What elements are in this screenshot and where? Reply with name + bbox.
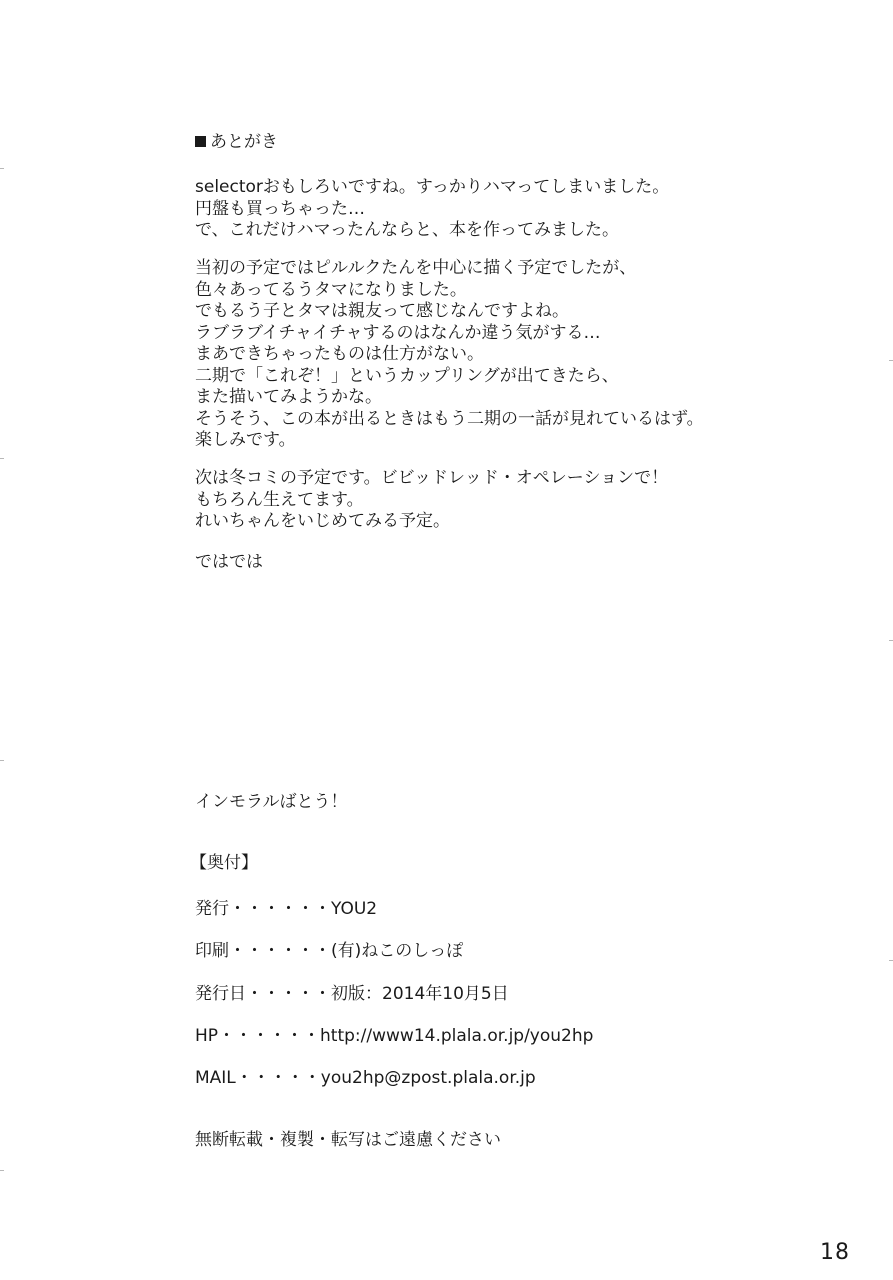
scan-edge-mark [0,458,4,459]
paragraph-line: で、これだけハマったんならと、本を作ってみました。 [195,220,619,240]
paragraph-line: そうそう、この本が出るときはもう二期の一話が見れているはず。 [195,408,704,429]
scan-edge-mark [0,760,4,761]
colophon-heading: 【奥付】 [190,853,258,873]
paragraph-line: ラブラブイチャイチャするのはなんか違う気がする… [195,322,601,343]
paragraph-line: 円盤も買っちゃった… [195,198,365,219]
scan-edge-mark [889,360,893,361]
paragraph-line: もちろん生えてます。 [195,489,364,510]
paragraph-line: 二期で「これぞ！」というカップリングが出てきたら、 [195,365,619,386]
colophon-homepage: HP・・・・・・http://www14.plala.or.jp/you2hp [195,1026,594,1046]
page-number: 18 [820,1240,850,1265]
colophon-date: 発行日・・・・・初版：2014年10月5日 [195,984,509,1004]
black-square-icon [195,136,206,147]
colophon-printer: 印刷・・・・・・(有)ねこのしっぽ [195,941,464,961]
afterword-paragraph-2 [195,258,815,452]
afterword-heading-text: あとがき [210,132,278,152]
afterword-heading [195,131,278,153]
scan-edge-mark [889,640,893,641]
paragraph-line: 次は冬コミの予定です。ビビッドレッド・オペレーションで！ [195,468,669,488]
colophon-mail: MAIL・・・・・you2hp@zpost.plala.or.jp [195,1068,536,1088]
paragraph-line: 色々あってるうタマになりました。 [195,279,467,300]
paragraph-line: れいちゃんをいじめてみる予定。 [195,511,450,531]
afterword-closing: ではでは [195,552,263,572]
afterword-paragraph-1 [195,177,815,242]
paragraph-line: まあできちゃったものは仕方がない。 [195,344,484,364]
colophon-notice: 無断転載・複製・転写はご遠慮ください [195,1130,501,1150]
paragraph-line: でもるう子とタマは親友って感じなんですよね。 [195,301,569,321]
colophon-publisher: 発行・・・・・・YOU2 [195,899,378,919]
paragraph-line: また描いてみようかな。 [195,387,382,407]
paragraph-line: selectorおもしろいですね。すっかりハマってしまいました。 [195,177,670,197]
scan-edge-mark [889,960,893,961]
paragraph-line: 当初の予定ではピルルクたんを中心に描く予定でしたが、 [195,258,637,278]
paragraph-line: 楽しみです。 [195,430,296,450]
afterword-paragraph-3 [195,468,815,533]
scan-edge-mark [0,168,4,169]
title-line: インモラルばとう！ [195,792,348,812]
scan-edge-mark [0,1170,4,1171]
